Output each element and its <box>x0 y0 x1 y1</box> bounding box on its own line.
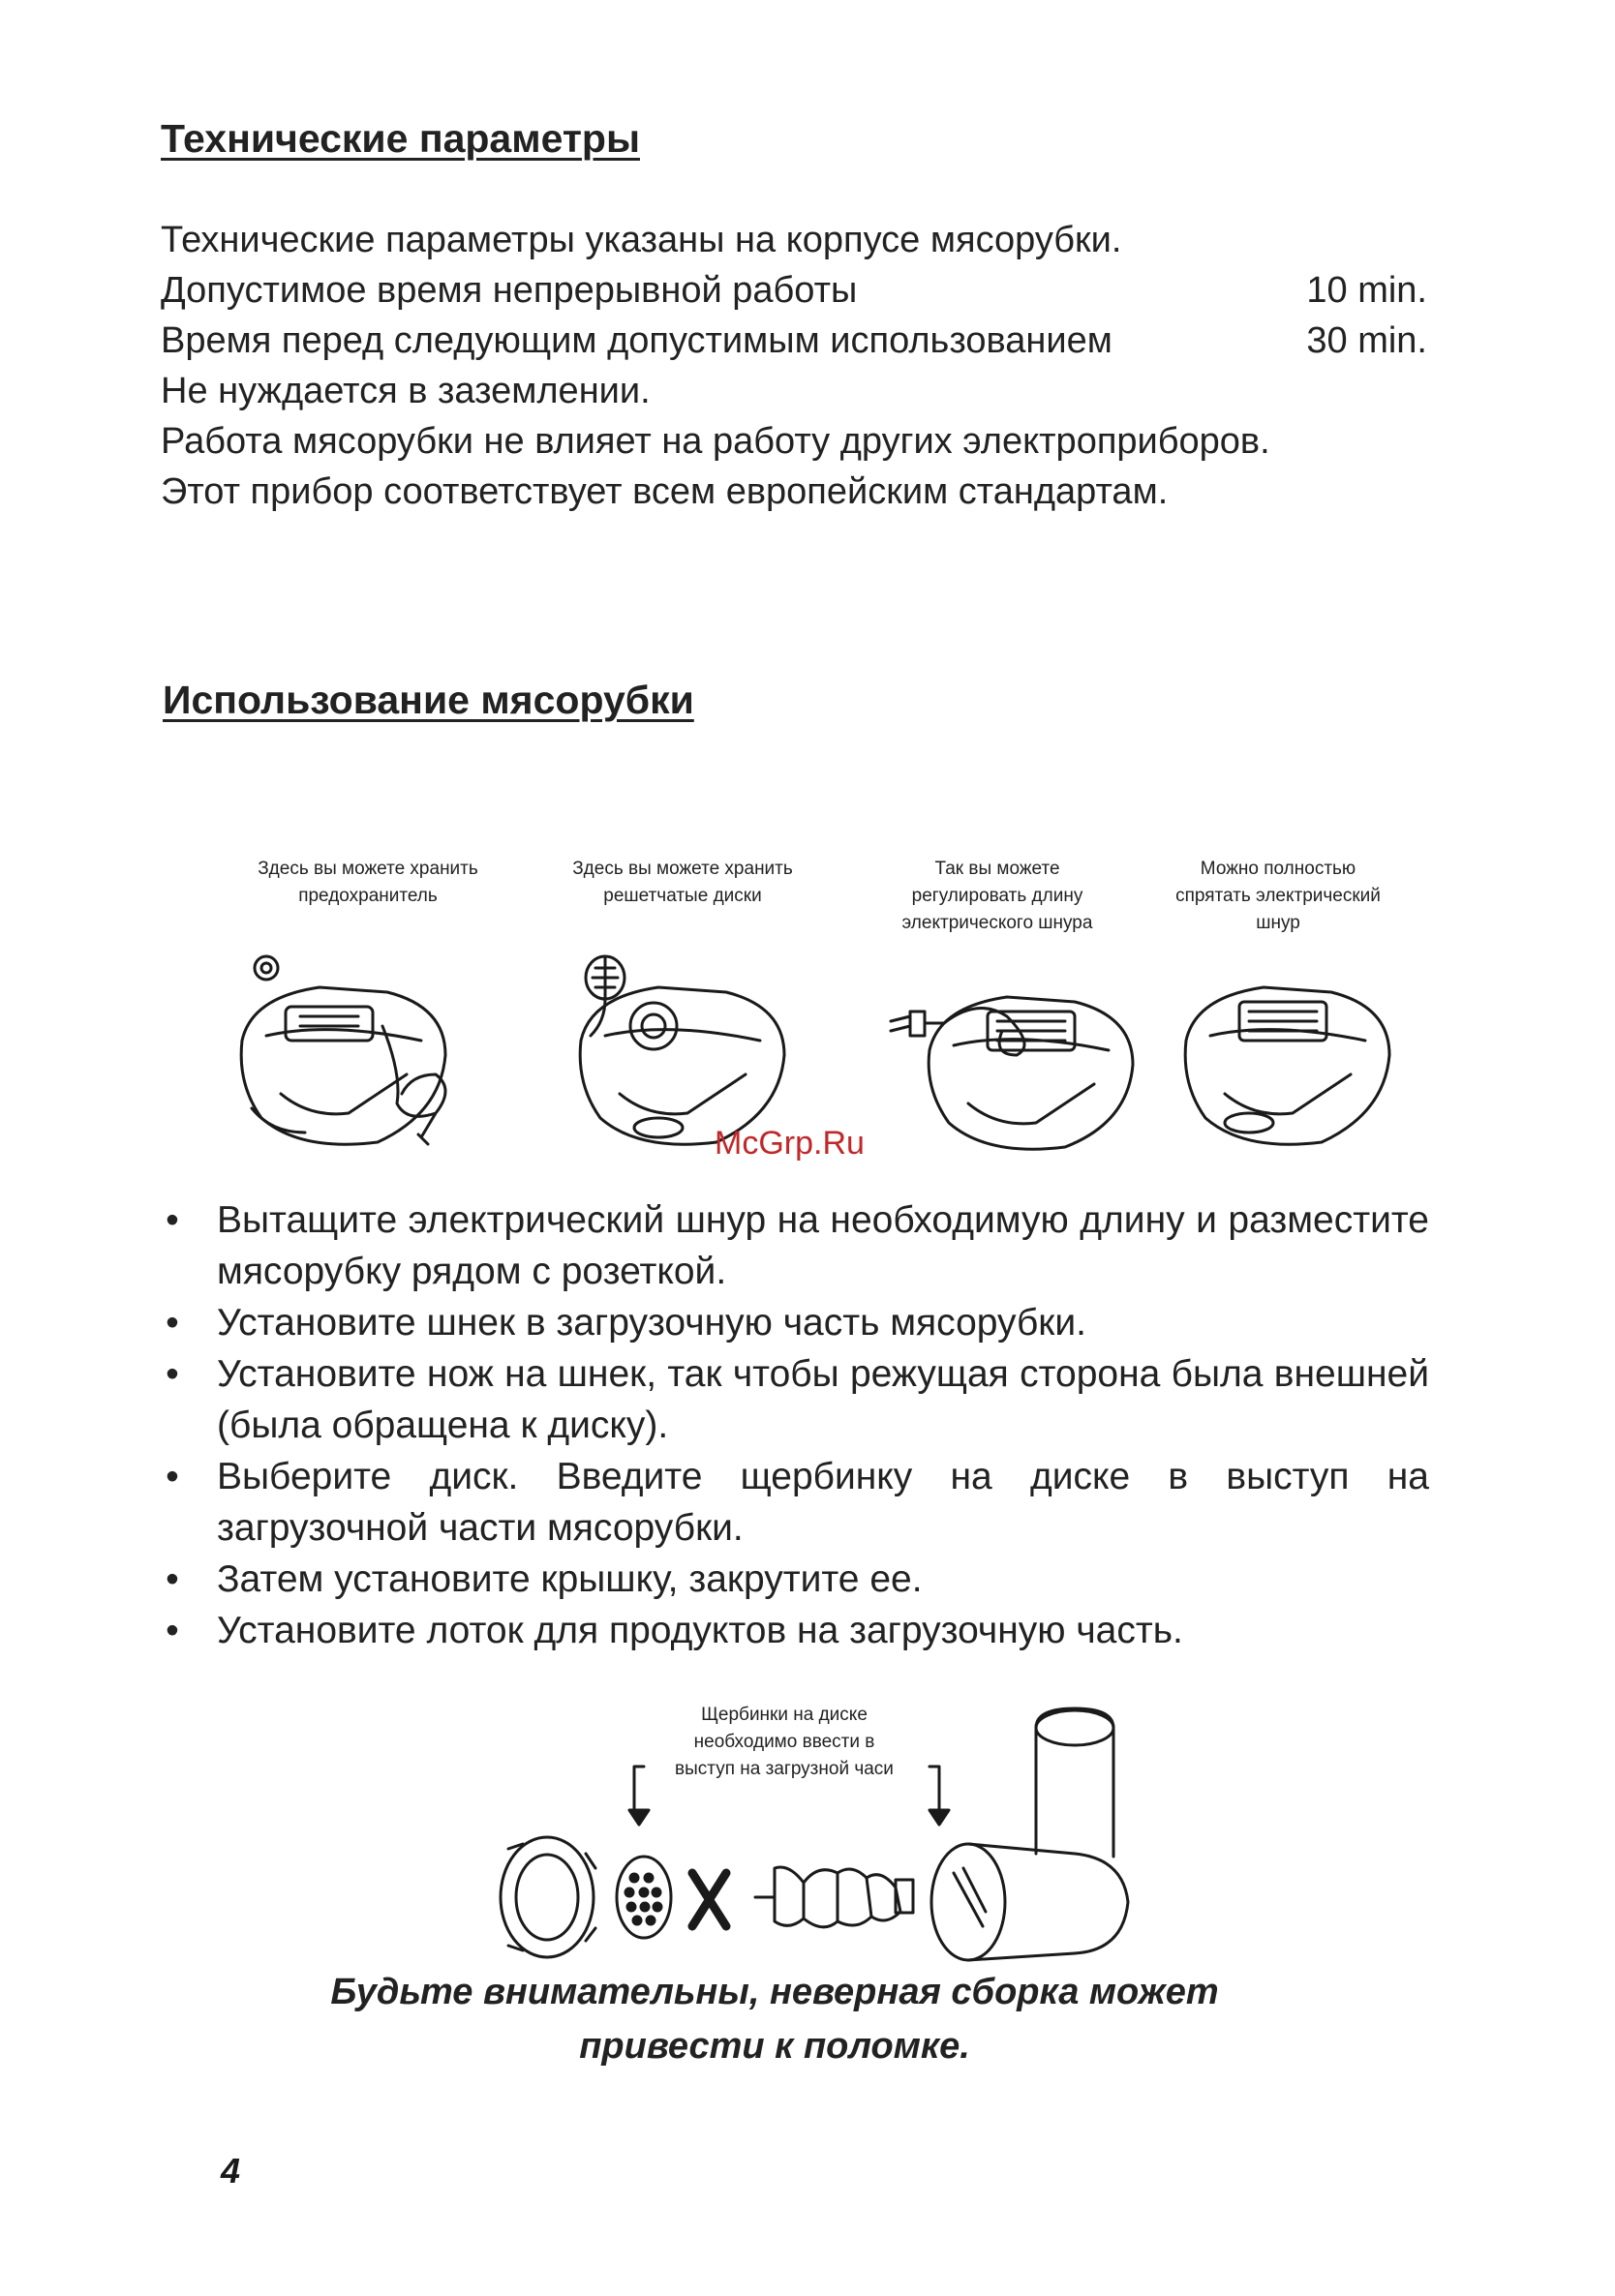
param-text: Допустимое время непрерывной работы <box>161 270 858 311</box>
param-line <box>161 467 1427 517</box>
assembly-instructions-list <box>163 1194 1429 1656</box>
figure-caption <box>528 856 838 910</box>
list-item <box>163 1554 1429 1605</box>
param-line <box>161 416 1427 467</box>
grinder-base-discs-illustration <box>580 956 784 1144</box>
technical-params-block <box>161 215 1427 517</box>
figure-caption <box>1133 856 1423 937</box>
grinder-base-hidden-cord-illustration <box>1185 987 1389 1144</box>
param-line <box>161 215 1427 265</box>
caption-line: Так вы можете <box>934 859 1060 879</box>
bullet-text: Установите шнек в загрузочную часть мясорубки. <box>217 1302 1086 1344</box>
warning-line: Будьте внимательны, неверная сборка может <box>330 1972 1219 2012</box>
caption-line: регулировать длину <box>911 886 1083 906</box>
bullet-text: Установите лоток для продуктов на загрузочную часть. <box>217 1610 1183 1651</box>
figure-caption <box>213 856 523 910</box>
param-text: Технические параметры указаны на корпусе мясорубки. <box>161 220 1122 260</box>
section-heading-usage: Использование мясорубки <box>163 678 694 722</box>
bullet-dot: • <box>166 1302 179 1344</box>
caption-line: Здесь вы можете хранить <box>572 859 793 879</box>
figure-caption <box>852 856 1143 937</box>
assembly-warning <box>194 1965 1356 2073</box>
bullet-text: Вытащите электрический шнур на необходимую длину и разместите мясорубку рядом с розеткой. <box>217 1199 1429 1292</box>
warning-line: привести к поломке. <box>579 2026 970 2067</box>
cutting-blade <box>692 1873 726 1926</box>
caption-line: необходимо ввести в <box>693 1732 875 1752</box>
caption-line: решетчатые диски <box>603 886 762 906</box>
caption-line: предохранитель <box>298 886 438 906</box>
section-heading-technical: Технические параметры <box>161 116 640 161</box>
caption-line: Можно полностью <box>1200 859 1356 879</box>
watermark: McGrp.Ru <box>715 1125 865 1162</box>
list-item <box>163 1297 1429 1348</box>
caption-line: Здесь вы можете хранить <box>258 859 478 879</box>
bullet-dot: • <box>166 1610 179 1651</box>
caption-line: шнур <box>1256 913 1300 933</box>
grinding-disc <box>617 1857 671 1938</box>
arrow-head <box>629 1810 649 1825</box>
list-item <box>163 1194 1429 1297</box>
pointer-line <box>929 1767 939 1815</box>
caption-line: Щербинки на диске <box>701 1705 868 1725</box>
arrow-head <box>929 1810 949 1825</box>
page-number: 4 <box>221 2151 241 2190</box>
bullet-dot: • <box>166 1353 179 1395</box>
bullet-text: Затем установите крышку, закрутите ее. <box>217 1558 923 1600</box>
auger-screw <box>755 1867 913 1927</box>
param-line <box>161 316 1427 366</box>
list-item <box>163 1605 1429 1656</box>
caption-line: спрятать электрический <box>1175 886 1381 906</box>
bullet-dot: • <box>166 1199 179 1241</box>
assembly-parts-illustration <box>455 1675 1152 1965</box>
ring-nut <box>501 1837 595 1957</box>
param-text: Время перед следующим допустимым использованием <box>161 320 1112 361</box>
bullet-dot: • <box>166 1456 179 1497</box>
bullet-dot: • <box>166 1558 179 1600</box>
bullet-text: Установите нож на шнек, так чтобы режущая сторона была внешней (была обращена к диску). <box>217 1353 1429 1446</box>
param-line <box>161 265 1427 316</box>
list-item <box>163 1451 1429 1554</box>
grinder-base-cord-illustration <box>891 997 1133 1149</box>
pointer-line <box>634 1767 644 1815</box>
param-value: 30 min. <box>1306 320 1427 361</box>
param-line <box>161 366 1427 416</box>
param-text: Не нуждается в заземлении. <box>161 371 651 411</box>
list-item <box>163 1348 1429 1451</box>
grinder-body <box>931 1708 1128 1960</box>
caption-line: выступ на загрузной часи <box>675 1759 894 1779</box>
caption-line: электрического шнура <box>901 913 1093 933</box>
grinder-base-fuse-illustration <box>241 956 445 1144</box>
param-value: 10 min. <box>1306 270 1427 311</box>
param-text: Работа мясорубки не влияет на работу других электроприборов. <box>161 421 1270 462</box>
bullet-text: Выберите диск. Введите щербинку на диске в выступ на загрузочной части мясорубки. <box>217 1456 1429 1549</box>
param-text: Этот прибор соответствует всем европейским стандартам. <box>161 471 1169 512</box>
